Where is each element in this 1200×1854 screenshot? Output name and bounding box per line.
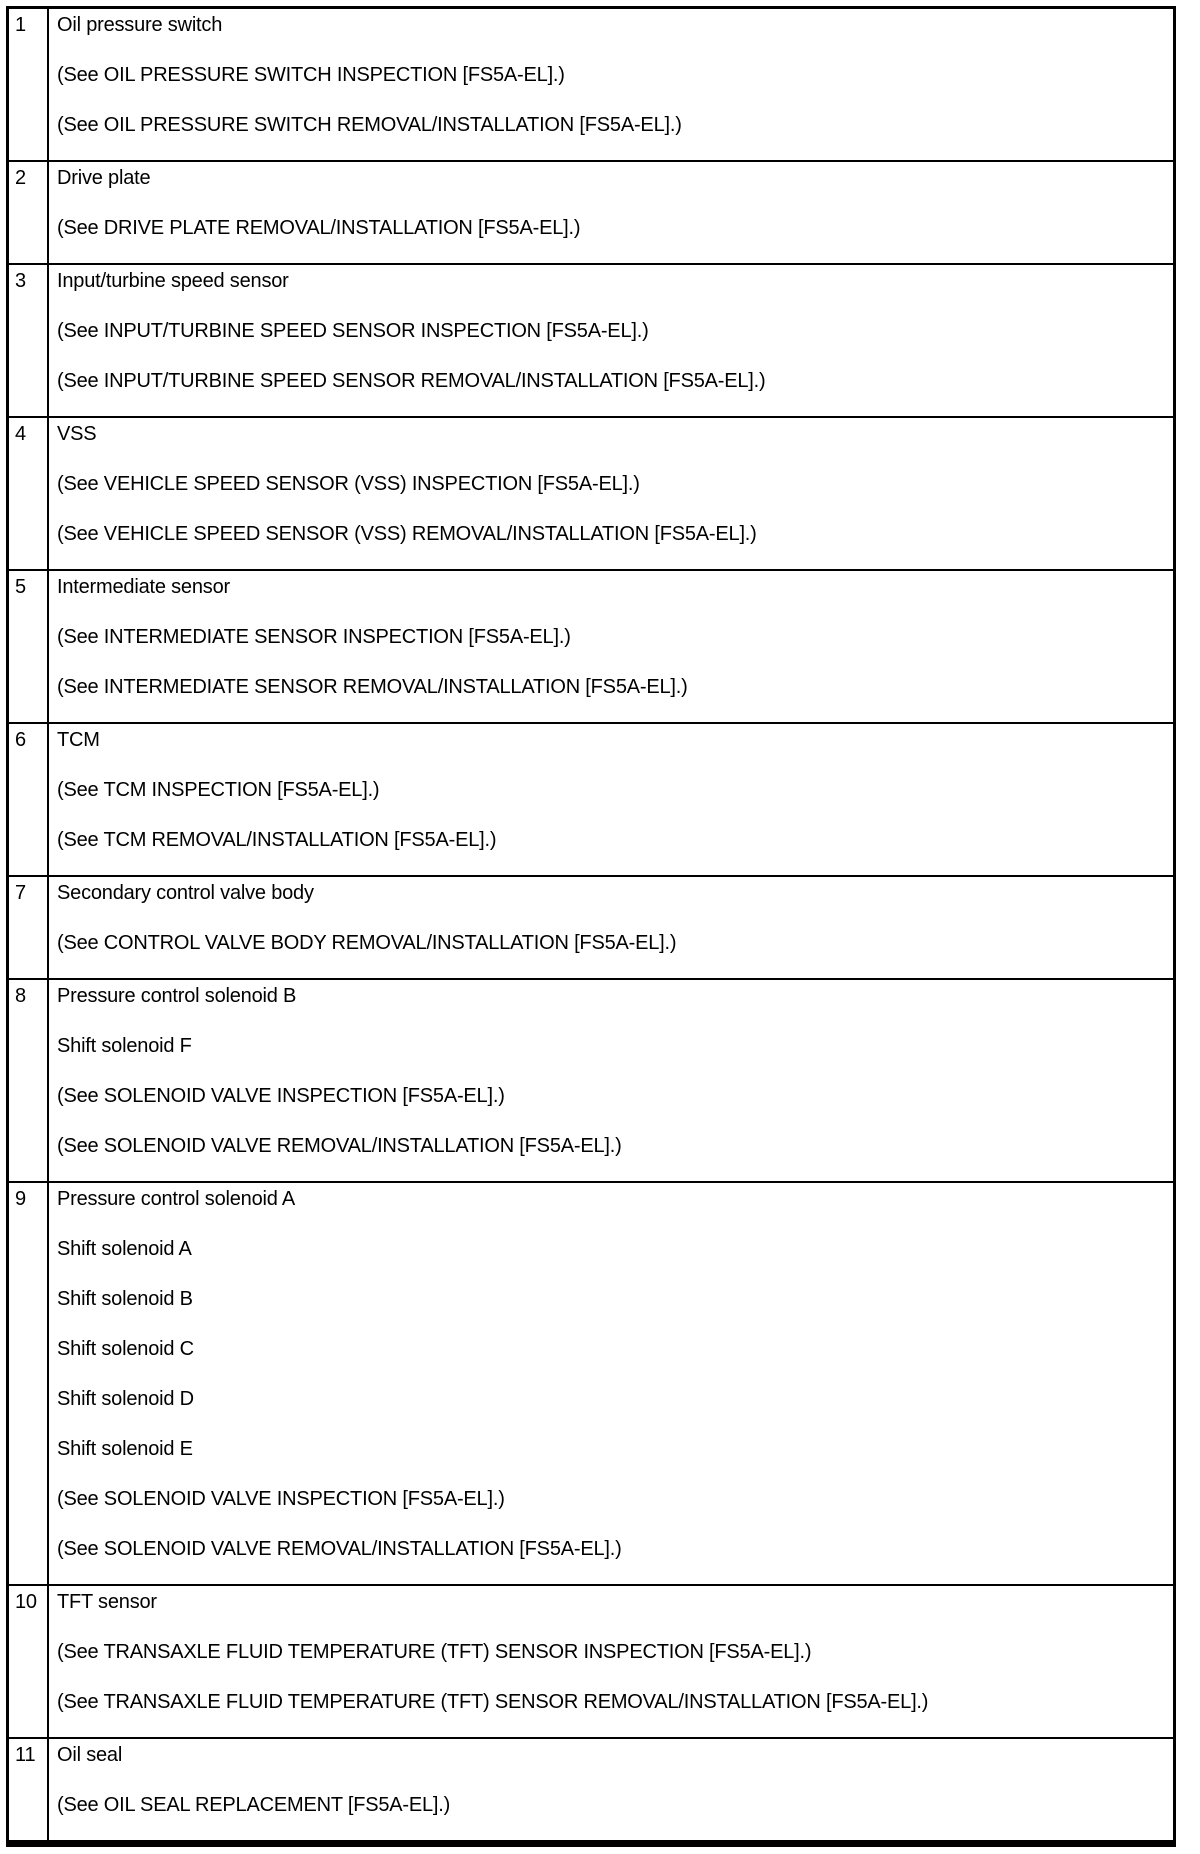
- row-description-cell: [48, 979, 1175, 1182]
- row-description-cell: [48, 264, 1175, 417]
- row-description-cell: [48, 723, 1175, 876]
- row-number-cell: 7: [8, 876, 49, 979]
- row-description-cell: [48, 417, 1175, 570]
- row-number-cell: 8: [8, 979, 49, 1182]
- table-row: [8, 570, 1175, 723]
- table-row: [8, 417, 1175, 570]
- description-line: (See SOLENOID VALVE REMOVAL/INSTALLATION [FS5A-EL].): [57, 1539, 622, 1560]
- description-line: Shift solenoid F: [57, 1036, 192, 1057]
- table-row: [8, 8, 1175, 162]
- row-description-cell: [48, 161, 1175, 264]
- description-line: (See OIL PRESSURE SWITCH REMOVAL/INSTALLATION [FS5A-EL].): [57, 115, 682, 136]
- description-line: (See VEHICLE SPEED SENSOR (VSS) REMOVAL/INSTALLATION [FS5A-EL].): [57, 524, 757, 545]
- description-line: Intermediate sensor: [57, 577, 230, 598]
- description-line: TFT sensor: [57, 1592, 157, 1613]
- description-line: (See TCM REMOVAL/INSTALLATION [FS5A-EL].): [57, 830, 497, 851]
- description-line: (See SOLENOID VALVE REMOVAL/INSTALLATION [FS5A-EL].): [57, 1136, 622, 1157]
- description-line: (See INPUT/TURBINE SPEED SENSOR INSPECTION [FS5A-EL].): [57, 321, 649, 342]
- table-row: [8, 1738, 1175, 1844]
- row-number-cell: 10: [8, 1585, 49, 1738]
- description-line: Pressure control solenoid B: [57, 986, 297, 1007]
- description-line: Shift solenoid B: [57, 1289, 193, 1310]
- description-line: Input/turbine speed sensor: [57, 271, 289, 292]
- table-row: [8, 264, 1175, 417]
- table-row: [8, 723, 1175, 876]
- description-line: Shift solenoid D: [57, 1389, 194, 1410]
- description-line: Shift solenoid A: [57, 1239, 192, 1260]
- row-number-cell: 1: [8, 8, 49, 162]
- row-description-cell: [48, 1738, 1175, 1844]
- description-line: (See DRIVE PLATE REMOVAL/INSTALLATION [FS5A-EL].): [57, 218, 581, 239]
- row-number-cell: 2: [8, 161, 49, 264]
- description-line: (See TCM INSPECTION [FS5A-EL].): [57, 780, 380, 801]
- description-line: (See TRANSAXLE FLUID TEMPERATURE (TFT) SENSOR INSPECTION [FS5A-EL].): [57, 1642, 812, 1663]
- row-description-cell: [48, 8, 1175, 162]
- row-description-cell: [48, 876, 1175, 979]
- table-row: [8, 876, 1175, 979]
- table-row: [8, 1585, 1175, 1738]
- description-line: (See TRANSAXLE FLUID TEMPERATURE (TFT) SENSOR REMOVAL/INSTALLATION [FS5A-EL].): [57, 1692, 929, 1713]
- table-row: [8, 979, 1175, 1182]
- row-number-cell: 11: [8, 1738, 49, 1844]
- row-number-cell: 9: [8, 1182, 49, 1585]
- description-line: Oil seal: [57, 1745, 123, 1766]
- description-line: TCM: [57, 730, 100, 751]
- description-line: (See SOLENOID VALVE INSPECTION [FS5A-EL].): [57, 1489, 505, 1510]
- description-line: (See INTERMEDIATE SENSOR REMOVAL/INSTALLATION [FS5A-EL].): [57, 677, 688, 698]
- parts-table-body: [8, 8, 1175, 1844]
- description-line: Shift solenoid C: [57, 1339, 194, 1360]
- description-line: Drive plate: [57, 168, 151, 189]
- description-line: VSS: [57, 424, 97, 445]
- row-number-cell: 4: [8, 417, 49, 570]
- description-line: Secondary control valve body: [57, 883, 314, 904]
- row-number-cell: 6: [8, 723, 49, 876]
- row-number-cell: 5: [8, 570, 49, 723]
- row-description-cell: [48, 1182, 1175, 1585]
- description-line: (See VEHICLE SPEED SENSOR (VSS) INSPECTION [FS5A-EL].): [57, 474, 640, 495]
- description-line: Oil pressure switch: [57, 15, 223, 36]
- description-line: (See CONTROL VALVE BODY REMOVAL/INSTALLATION [FS5A-EL].): [57, 933, 677, 954]
- row-description-cell: [48, 570, 1175, 723]
- description-line: (See OIL PRESSURE SWITCH INSPECTION [FS5A-EL].): [57, 65, 565, 86]
- parts-reference-table: [6, 6, 1176, 1847]
- description-line: Shift solenoid E: [57, 1439, 193, 1460]
- description-line: (See OIL SEAL REPLACEMENT [FS5A-EL].): [57, 1795, 451, 1816]
- row-description-cell: [48, 1585, 1175, 1738]
- description-line: (See SOLENOID VALVE INSPECTION [FS5A-EL].): [57, 1086, 505, 1107]
- description-line: (See INPUT/TURBINE SPEED SENSOR REMOVAL/INSTALLATION [FS5A-EL].): [57, 371, 766, 392]
- table-row: [8, 1182, 1175, 1585]
- table-row: [8, 161, 1175, 264]
- description-line: (See INTERMEDIATE SENSOR INSPECTION [FS5A-EL].): [57, 627, 571, 648]
- row-number-cell: 3: [8, 264, 49, 417]
- description-line: Pressure control solenoid A: [57, 1189, 296, 1210]
